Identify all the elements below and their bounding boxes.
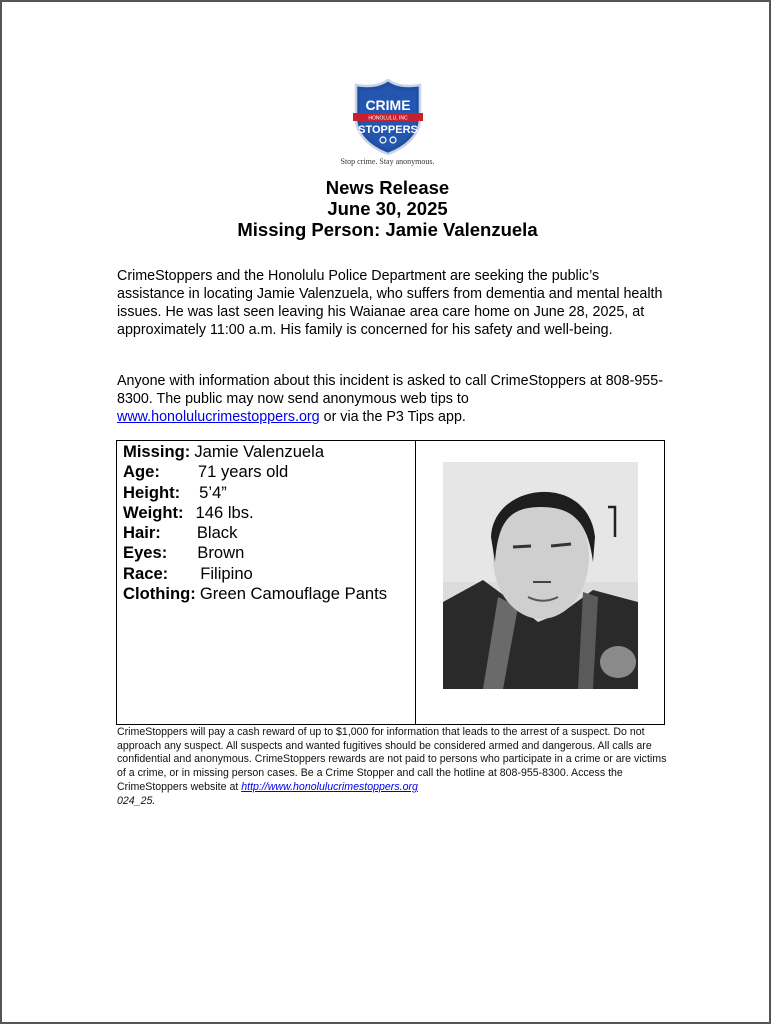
contact-text-suffix: or via the P3 Tips app. <box>319 409 466 425</box>
missing-person-title: Missing Person: Jamie Valenzuela <box>237 219 538 240</box>
missing-person-details-table <box>116 440 665 725</box>
crimestoppers-logo <box>350 78 426 156</box>
detail-value: Brown <box>197 543 245 563</box>
details-column <box>117 441 416 724</box>
detail-value: 71 years old <box>197 462 289 482</box>
detail-label: Age: <box>123 462 160 482</box>
detail-label: Race: <box>123 563 169 583</box>
detail-value: Jamie Valenzuela <box>194 442 325 461</box>
release-date: June 30, 2025 <box>327 198 448 219</box>
detail-label: Clothing: <box>123 584 196 604</box>
detail-row-missing <box>123 442 415 462</box>
detail-value: 5’4” <box>199 482 227 502</box>
logo-stoppers-text: STOPPERS <box>358 124 418 136</box>
detail-label: Missing: <box>123 442 191 461</box>
contact-text: Anyone with information about this incident is asked to call CrimeStoppers at 808-955-8300. The public may now send anonymous web tips to <box>117 373 663 407</box>
contact-paragraph <box>117 372 667 426</box>
detail-label: Eyes: <box>123 543 168 563</box>
reward-disclaimer <box>117 726 672 808</box>
detail-label: Height: <box>123 482 181 502</box>
logo-tagline: Stop crime. Stay anonymous. <box>340 157 435 166</box>
disclaimer-text: CrimeStoppers will pay a cash reward of up to $1,000 for information that leads to the arrest of a suspect. Do not approach any suspect. All suspects and wanted fugitives should be considered armed and dangerous. All calls are confidential and anonymous. CrimeStoppers rewards are not paid to persons who participate in a crime or are victims of a crime, or in missing person cases. Be a Crime Stopper and call the hotline at 808-955-8300. Access the CrimeStoppers website at <box>117 726 667 793</box>
news-release-title: News Release <box>325 177 450 198</box>
footer-website-link[interactable]: http://www.honolulucrimestoppers.org <box>241 780 418 793</box>
detail-row-hair <box>123 523 415 543</box>
detail-label: Weight: <box>123 502 184 522</box>
detail-row-weight <box>123 503 415 523</box>
detail-row-clothing <box>123 584 415 604</box>
detail-value: Filipino <box>200 563 253 583</box>
detail-value: Green Camouflage Pants <box>199 584 388 604</box>
description-paragraph: CrimeStoppers and the Honolulu Police Department are seeking the public’s assistance in locating Jamie Valenzuela, who suffers from dementia and mental health issues. He was last seen leaving his Waianae area care home on June 28, 2025, at approximately 11:00 a.m. His family is concerned for his safety and well-being. <box>117 268 663 338</box>
detail-label: Hair: <box>123 523 161 543</box>
detail-row-age <box>123 462 415 482</box>
release-header <box>102 177 673 240</box>
missing-person-photo <box>443 462 638 689</box>
photo-column <box>416 441 664 724</box>
crimestoppers-website-link[interactable]: www.honolulucrimestoppers.org <box>117 409 320 425</box>
detail-value: 146 lbs. <box>195 502 254 522</box>
detail-value: Black <box>196 523 238 543</box>
detail-row-race <box>123 564 415 584</box>
detail-row-eyes <box>123 543 415 563</box>
logo-banner-text: HONOLULU, INC <box>368 115 408 122</box>
release-code: 024_25. <box>117 794 156 807</box>
logo-crime-text: CRIME <box>365 97 411 113</box>
detail-row-height <box>123 483 415 503</box>
